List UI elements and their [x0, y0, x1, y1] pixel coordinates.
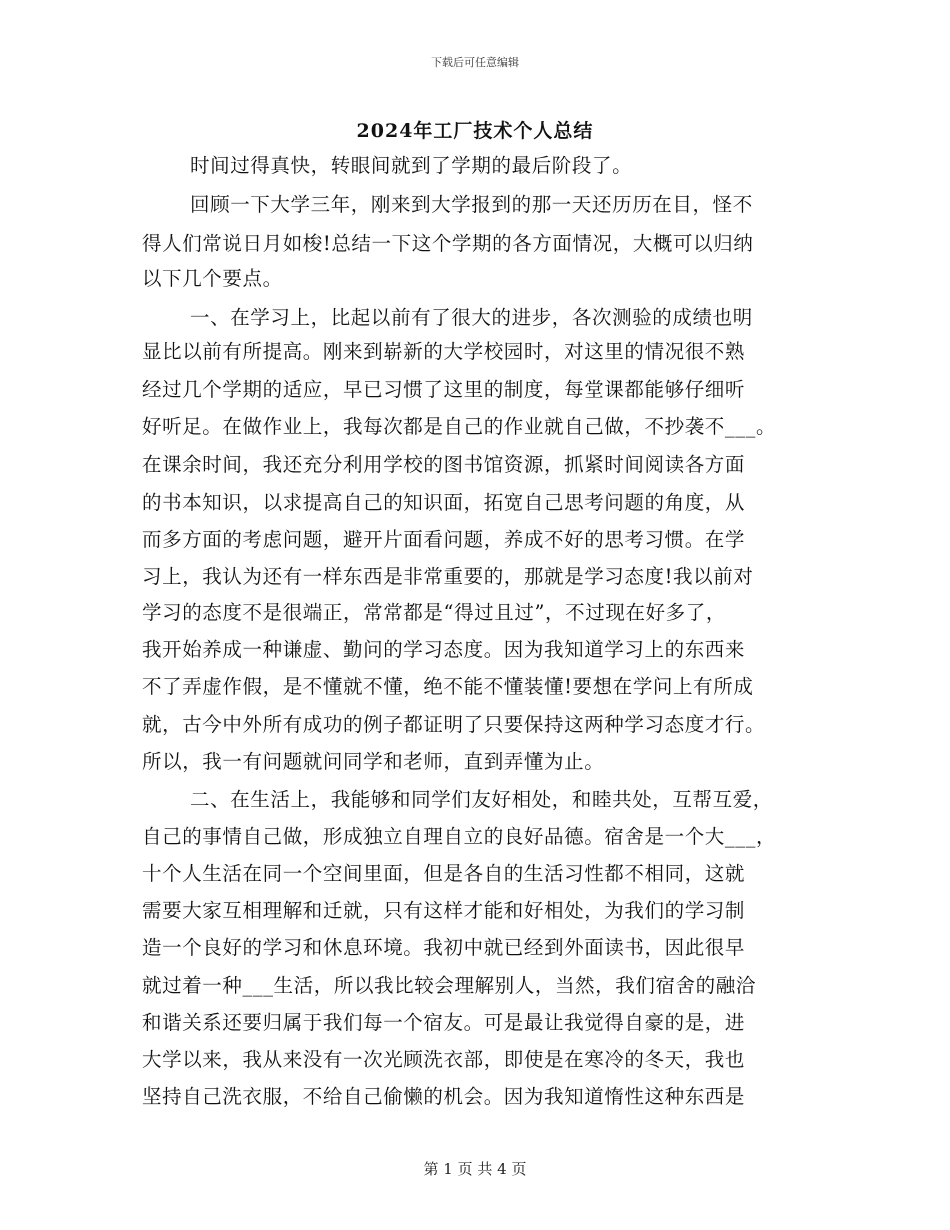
body-line: 习上，我认为还有一样东西是非常重要的，那就是学习态度!我以前对 — [142, 565, 754, 588]
body-line: 造一个良好的学习和休息环境。我初中就已经到外面读书，因此很早 — [142, 936, 746, 959]
body-line: 得人们常说日月如梭!总结一下这个学期的各方面情况，大概可以归纳 — [142, 232, 754, 255]
body-line: 大学以来，我从来没有一次光顾洗衣部，即使是在寒冷的冬天，我也 — [142, 1048, 746, 1071]
body-line: 就，古今中外所有成功的例子都证明了只要保持这两种学习态度才行。 — [142, 713, 766, 736]
page-header: 下载后可任意编辑 — [431, 56, 519, 69]
body-line: 二、在生活上，我能够和同学们友好相处，和睦共处，互帮互爱， — [190, 788, 773, 811]
body-line: 而多方面的考虑问题，避开片面看问题，养成不好的思考习惯。在学 — [142, 528, 746, 551]
body-line: 十个人生活在同一个空间里面，但是各自的生活习性都不相同，这就 — [142, 862, 746, 885]
body-line: 时间过得真快，转眼间就到了学期的最后阶段了。 — [190, 154, 633, 177]
body-line: 以下几个要点。 — [142, 267, 283, 290]
body-line: 学习的态度不是很端正，常常都是“得过且过”，不过现在好多了， — [142, 601, 726, 624]
body-line: 不了弄虚作假，是不懂就不懂，绝不能不懂装懂!要想在学问上有所成 — [142, 675, 754, 698]
body-line: 所以，我一有问题就问同学和老师，直到弄懂为止。 — [142, 750, 605, 773]
body-line: 和谐关系还要归属于我们每一个宿友。可是最让我觉得自豪的是，进 — [142, 1011, 746, 1034]
body-line: 好听足。在做作业上，我每次都是自己的作业就自己做，不抄袭不___。 — [142, 415, 777, 438]
body-line: 显比以前有所提高。刚来到崭新的大学校园时，对这里的情况很不熟 — [142, 340, 746, 363]
body-line: 在课余时间，我还充分利用学校的图书馆资源，抓紧时间阅读各方面 — [142, 453, 746, 476]
body-line: 回顾一下大学三年，刚来到大学报到的那一天还历历在目，怪不 — [190, 193, 753, 216]
body-line: 坚持自己洗衣服，不给自己偷懒的机会。因为我知道惰性这种东西是 — [142, 1085, 746, 1108]
page-number: 第 1 页 共 4 页 — [423, 1160, 527, 1178]
body-line: 我开始养成一种谦虚、勤问的学习态度。因为我知道学习上的东西来 — [142, 638, 746, 661]
body-line: 的书本知识，以求提高自己的知识面，拓宽自己思考问题的角度，从 — [142, 491, 746, 514]
body-line: 就过着一种___生活，所以我比较会理解别人，当然，我们宿舍的融洽 — [142, 974, 756, 997]
body-line: 一、在学习上，比起以前有了很大的进步，各次测验的成绩也明 — [190, 306, 753, 329]
body-line: 需要大家互相理解和迁就，只有这样才能和好相处，为我们的学习制 — [142, 899, 746, 922]
body-line: 经过几个学期的适应，早已习惯了这里的制度，每堂课都能够仔细听 — [142, 378, 746, 401]
document-title: 2024年工厂技术个人总结 — [356, 120, 594, 142]
body-line: 自己的事情自己做，形成独立自理自立的良好品德。宿舍是一个大___， — [142, 825, 777, 848]
